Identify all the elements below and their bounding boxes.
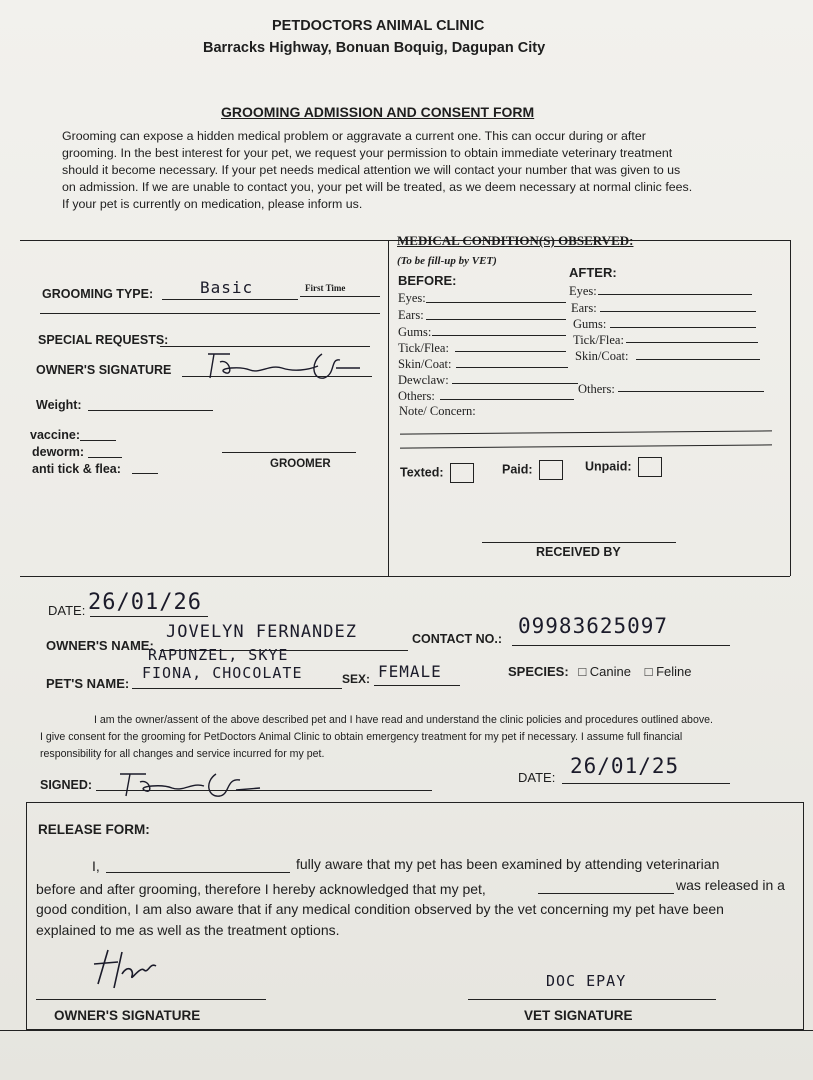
owner-name-label: OWNER'S NAME:: [46, 638, 154, 653]
table-right-border: [790, 240, 791, 576]
anti-tick-line: [132, 473, 158, 474]
release-name-line: [106, 872, 290, 873]
release-owner-scribble: [84, 944, 164, 996]
grooming-type-line: [162, 299, 298, 300]
special-requests-line: [160, 346, 370, 347]
consent-date-value[interactable]: 26/01/25: [570, 754, 680, 778]
after-ears: Ears:: [571, 301, 597, 315]
unpaid-box[interactable]: [638, 457, 662, 477]
intro-line: on admission. If we are unable to contact you, your pet will be treated, as we deem necessary at normal clinic fees.: [62, 180, 693, 194]
release-line1-prefix: I,: [92, 858, 100, 874]
before-eyes: Eyes:: [398, 291, 426, 305]
grooming-extra-line: [40, 313, 380, 314]
pets-name-label: PET'S NAME:: [46, 676, 130, 691]
feline-checkbox[interactable]: □ Feline: [644, 664, 692, 679]
release-owner-signature-label: OWNER'S SIGNATURE: [54, 1008, 201, 1023]
after-skin-line: [636, 359, 760, 360]
vaccine-label: vaccine:: [30, 428, 81, 442]
pets-name-line: [132, 688, 342, 689]
contact-label: CONTACT NO.:: [412, 632, 503, 646]
after-ears-line: [600, 311, 756, 312]
deworm-line: [88, 457, 122, 458]
received-by-label: RECEIVED BY: [536, 545, 621, 559]
consent-line: I am the owner/assent of the above described pet and I have read and understand the clinic policies and procedures outlined above.: [94, 714, 713, 726]
before-eyes-line: [426, 302, 566, 303]
sex-value[interactable]: FEMALE: [378, 662, 442, 681]
after-others: Others:: [578, 382, 615, 396]
consent-date-label: DATE:: [518, 770, 556, 785]
special-requests-label: SPECIAL REQUESTS:: [38, 333, 169, 347]
after-eyes-line: [598, 294, 752, 295]
contact-value[interactable]: 09983625097: [518, 614, 669, 638]
clinic-name: PETDOCTORS ANIMAL CLINIC: [272, 18, 485, 34]
before-skin-line: [456, 367, 568, 368]
texted-box[interactable]: [450, 463, 474, 483]
before-tick-flea: Tick/Flea:: [398, 341, 449, 355]
owner-name-value[interactable]: JOVELYN FERNANDEZ: [166, 622, 357, 642]
signed-label: SIGNED:: [40, 778, 93, 792]
note-line-1: [400, 430, 772, 434]
paid-box[interactable]: [539, 460, 563, 480]
consent-date-line: [562, 783, 730, 784]
before-dewclaw-line: [452, 383, 578, 384]
form-title: GROOMING ADMISSION AND CONSENT FORM: [221, 104, 535, 120]
note-line-2: [400, 444, 772, 448]
pets-name-value-1[interactable]: RAPUNZEL, SKYE: [148, 646, 289, 664]
texted-checkbox[interactable]: [400, 463, 474, 483]
after-others-line: [618, 391, 764, 392]
note-concern-label: Note/ Concern:: [399, 404, 476, 418]
canine-label: Canine: [589, 664, 631, 679]
after-tick-line: [626, 342, 758, 343]
release-line1-suffix: fully aware that my pet has been examined by attending veterinarian: [296, 856, 720, 872]
species-field: [508, 664, 692, 679]
after-tick-flea: Tick/Flea:: [573, 333, 624, 347]
before-ears: Ears:: [398, 308, 424, 322]
release-line4: explained to me as well as the treatment options.: [36, 922, 340, 938]
date-value[interactable]: 26/01/26: [88, 590, 202, 615]
texted-label: Texted:: [400, 465, 444, 480]
medical-subtitle: (To be fill-up by VET): [397, 255, 497, 267]
release-title: RELEASE FORM:: [38, 822, 150, 837]
table-divider: [388, 240, 389, 576]
before-tick-line: [455, 351, 566, 352]
received-by-line: [482, 542, 676, 543]
intro-line: If your pet is currently on medication, please inform us.: [62, 197, 363, 211]
after-gums-line: [610, 327, 756, 328]
first-time-line: [300, 296, 380, 297]
before-others: Others:: [398, 389, 435, 403]
after-skin-coat: Skin/Coat:: [575, 349, 629, 363]
sex-line: [374, 685, 460, 686]
groomer-line: [222, 452, 356, 453]
owner-signature-label: OWNER'S SIGNATURE: [36, 363, 172, 377]
consent-line: I give consent for the grooming for PetDoctors Animal Clinic to obtain emergency treatment for my pet if necessary. I assume full financial: [40, 731, 683, 743]
medical-title: MEDICAL CONDITION(S) OBSERVED:: [397, 233, 634, 248]
sex-label: SEX:: [342, 672, 371, 686]
release-line3: good condition, I am also aware that if any medical condition observed by the vet concerning my pet have been: [36, 901, 724, 917]
unpaid-checkbox[interactable]: [585, 457, 662, 477]
groomer-label: GROOMER: [270, 458, 331, 470]
before-gums-line: [432, 335, 566, 336]
vet-signature-label: VET SIGNATURE: [524, 1008, 633, 1023]
unpaid-label: Unpaid:: [585, 459, 632, 474]
intro-line: Grooming can expose a hidden medical problem or aggravate a current one. This can occur during or after: [62, 129, 646, 143]
intro-line: grooming. In the best interest for your pet, we request your permission to obtain immediate veterinary treatment: [62, 146, 673, 160]
after-gums: Gums:: [573, 317, 607, 331]
release-line2-suffix: was released in a: [676, 877, 785, 893]
clinic-address: Barracks Highway, Bonuan Boquig, Dagupan City: [203, 40, 546, 56]
date-label: DATE:: [48, 603, 86, 618]
before-gums: Gums:: [398, 325, 432, 339]
date-line: [90, 616, 208, 617]
first-time-label: First Time: [305, 283, 346, 293]
release-pet-line: [538, 893, 674, 894]
grooming-type-value[interactable]: Basic: [200, 278, 254, 297]
paid-checkbox[interactable]: [502, 460, 563, 480]
weight-label: Weight:: [36, 398, 82, 412]
vet-signature-line: [468, 999, 716, 1000]
table-bottom-border: [20, 576, 790, 577]
deworm-label: deworm:: [32, 445, 85, 459]
release-line2-prefix: before and after grooming, therefore I hereby acknowledged that my pet,: [36, 881, 486, 897]
vaccine-line: [80, 440, 116, 441]
owner-signature-scribble: [190, 348, 370, 384]
anti-tick-label: anti tick & flea:: [32, 462, 121, 476]
before-skin-coat: Skin/Coat:: [398, 357, 452, 371]
intro-line: should it become necessary. If your pet needs medical attention we will contact your number that was given to us: [62, 163, 681, 177]
after-eyes: Eyes:: [569, 284, 597, 298]
release-owner-line: [36, 999, 266, 1000]
weight-line: [88, 410, 213, 411]
consent-line: responsibility for all changes and service incurred for my pet.: [40, 748, 325, 760]
before-ears-line: [426, 319, 566, 320]
bottom-border-line: [0, 1030, 813, 1031]
species-label: SPECIES:: [508, 664, 569, 679]
paid-label: Paid:: [502, 462, 533, 477]
grooming-type-label: GROOMING TYPE:: [42, 287, 154, 301]
vet-signature-value: DOC EPAY: [546, 972, 627, 990]
signed-scribble: [100, 768, 270, 802]
contact-line: [512, 645, 730, 646]
intro-paragraph: [62, 128, 692, 213]
feline-label: Feline: [656, 664, 692, 679]
canine-checkbox[interactable]: □ Canine: [578, 664, 631, 679]
before-dewclaw: Dewclaw:: [398, 373, 449, 387]
before-others-line: [440, 399, 574, 400]
pets-name-value-2[interactable]: FIONA, CHOCOLATE: [142, 664, 303, 682]
before-label: BEFORE:: [398, 273, 457, 288]
after-label: AFTER:: [569, 265, 617, 280]
